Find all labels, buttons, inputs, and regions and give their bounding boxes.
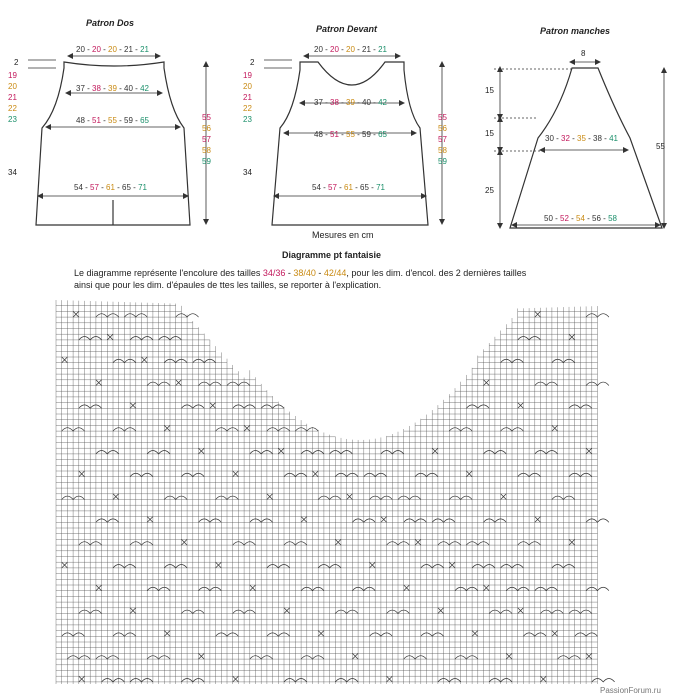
dos-mid-measure: 48 - 51 - 55 - 59 - 65: [76, 116, 149, 125]
dos-left-list: 19 20 21 22 23: [8, 71, 17, 124]
devant-chest-measure: 37 - 38 - 39 - 40 - 42: [314, 98, 387, 107]
manches-left-b: 15: [485, 129, 494, 138]
devant-left-list: 19 20 21 22 23: [243, 71, 252, 124]
dos-left-height: 34: [8, 168, 17, 177]
manches-left-c: 25: [485, 186, 494, 195]
manches-mid-measure: 30 - 32 - 35 - 38 - 41: [545, 134, 618, 143]
dos-right-list: 55 56 57 58 59: [202, 113, 211, 166]
devant-mid-measure: 48 - 51 - 55 - 59 - 65: [314, 130, 387, 139]
diagram-note: Le diagramme représente l'encolure des tailles 34/36 - 38/40 - 42/44, pour les dim. d'encol. des 2 dernières tailles ainsi que pour les dim. d'épaules de ttes les tailles, se reporter à l'explication.: [74, 268, 527, 290]
dos-bottom-measure: 54 - 57 - 61 - 65 - 71: [74, 183, 147, 192]
devant-top-measure: 20 - 20 - 20 - 21 - 21: [314, 45, 387, 54]
dos-top-measure: 20 - 20 - 20 - 21 - 21: [76, 45, 149, 54]
manches-right: 55: [656, 142, 665, 151]
manches-left-a: 15: [485, 86, 494, 95]
watermark: PassionForum.ru: [600, 686, 661, 695]
devant-left-top: 2: [250, 58, 255, 67]
devant-bottom-measure: 54 - 57 - 61 - 65 - 71: [312, 183, 385, 192]
manches-top: 8: [581, 49, 586, 58]
measures-caption: Mesures en cm: [312, 230, 374, 240]
manches-bottom-measure: 50 - 52 - 54 - 56 - 58: [544, 214, 617, 223]
diagram-title: Diagramme pt fantaisie: [282, 250, 382, 260]
manches-title: Patron manches: [540, 26, 611, 36]
dos-left-top: 2: [14, 58, 19, 67]
devant-title: Patron Devant: [316, 24, 378, 34]
devant-right-list: 55 56 57 58 59: [438, 113, 447, 166]
devant-left-height: 34: [243, 168, 252, 177]
dos-title: Patron Dos: [86, 18, 135, 28]
dos-chest-measure: 37 - 38 - 39 - 40 - 42: [76, 84, 149, 93]
